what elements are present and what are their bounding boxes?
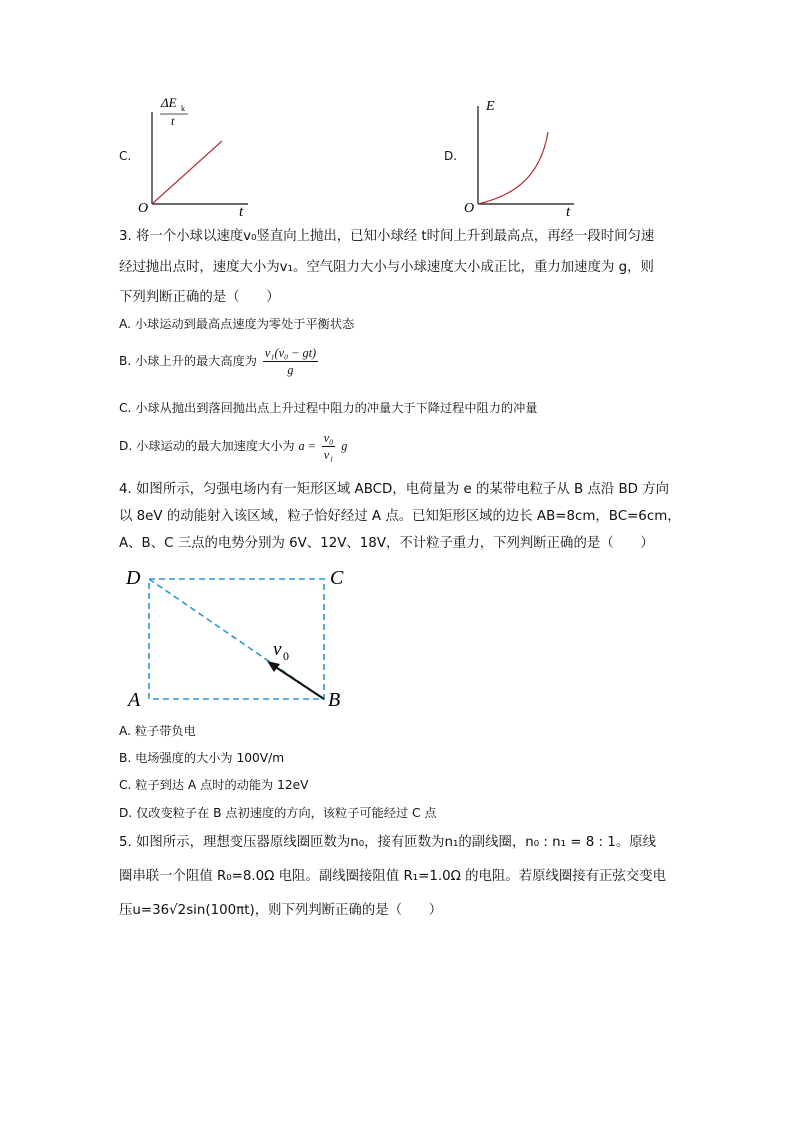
q3-option-b-text: B. 小球上升的最大高度为 xyxy=(119,354,257,368)
point-c-label: C xyxy=(330,567,344,589)
graph-d-xlabel: t xyxy=(566,204,571,220)
option-c-label: C. xyxy=(119,149,132,163)
graph-d-ylabel: E xyxy=(486,99,495,114)
graph-c-ylabel-num: ΔE xyxy=(161,95,177,110)
velocity-arrow xyxy=(271,664,324,699)
q3-option-d-numerator: v₀ xyxy=(323,431,334,445)
point-a-label: A xyxy=(128,689,141,711)
graph-d xyxy=(456,92,586,220)
q3-option-b xyxy=(119,345,320,378)
q3-option-b-fraction xyxy=(263,345,318,378)
graph-c xyxy=(130,92,260,220)
graph-c-ylabel-sub: k xyxy=(181,104,185,113)
q3-option-d-text: D. 小球运动的最大加速度大小为 xyxy=(119,439,295,453)
q3-option-d-denominator: v₁ xyxy=(323,448,334,462)
q3-option-c: C. 小球从抛出到落回抛出点上升过程中阻力的冲量大于下降过程中阻力的冲量 xyxy=(119,401,538,415)
q4-option-d: D. 仅改变粒子在 B 点初速度的方向，该粒子可能经过 C 点 xyxy=(119,806,437,820)
point-b-label: B xyxy=(328,689,341,711)
velocity-label: v xyxy=(273,639,282,660)
q3-option-b-denominator: g xyxy=(287,363,294,377)
graph-c-curve xyxy=(152,141,222,204)
graph-d-curve xyxy=(478,132,548,204)
q3-option-d-fraction xyxy=(322,430,336,463)
q4-stem-line3: A、B、C 三点的电势分别为 6V、12V、18V，不计粒子重力，下列判断正确的是（ ） xyxy=(119,536,654,551)
graph-d-origin: O xyxy=(464,201,475,216)
q5-stem-line2: 圈串联一个阻值 R₀=8.0Ω 电阻。副线圈接阻值 R₁=1.0Ω 的电阻。若原线圈接有正弦交变电 xyxy=(119,869,666,884)
q3-option-a: A. 小球运动到最高点速度为零处于平衡状态 xyxy=(119,317,355,331)
q4-option-b: B. 电场强度的大小为 100V/m xyxy=(119,751,285,765)
q5-stem-line3: 压u=36√2sin(100πt)，则下列判断正确的是（ ） xyxy=(119,903,443,918)
q3-option-d-g: g xyxy=(341,439,348,453)
q4-stem-line1: 4. 如图所示，匀强电场内有一矩形区域 ABCD，电荷量为 e 的某带电粒子从 B 点沿 BD 方向 xyxy=(119,482,670,497)
q3-option-b-numerator: v₁(v₀ − gt) xyxy=(264,346,317,360)
q3-stem-line1: 3. 将一个小球以速度v₀竖直向上抛出，已知小球经 t时间上升到最高点，再经一段时间匀速 xyxy=(119,229,655,244)
q3-stem-line3: 下列判断正确的是（ ） xyxy=(119,290,280,305)
q3-option-d xyxy=(119,430,347,463)
q4-option-a: A. 粒子带负电 xyxy=(119,724,196,738)
graph-c-ylabel-den: t xyxy=(171,114,175,128)
point-d-label: D xyxy=(126,567,141,589)
graph-c-origin: O xyxy=(138,201,149,216)
q3-option-d-a: a = xyxy=(298,439,316,453)
q3-stem-line2: 经过抛出点时，速度大小为v₁。空气阻力大小与小球速度大小成正比，重力加速度为 g，则 xyxy=(119,260,654,275)
q5-stem-line1: 5. 如图所示，理想变压器原线圈匝数为n₀，接有匝数为n₁的副线圈，n₀ : n₁ = 8 : 1。原线 xyxy=(119,835,656,850)
option-d-label: D. xyxy=(444,149,458,163)
graph-c-xlabel: t xyxy=(239,204,244,220)
q4-stem-line2: 以 8eV 的动能射入该区域，粒子恰好经过 A 点。已知矩形区域的边长 AB=8cm，BC=6cm， xyxy=(119,509,681,524)
q4-option-c: C. 粒子到达 A 点时的动能为 12eV xyxy=(119,778,309,792)
q4-rectangle-figure xyxy=(122,562,362,714)
velocity-label-sub: 0 xyxy=(283,649,289,663)
velocity-arrowhead xyxy=(267,661,280,672)
